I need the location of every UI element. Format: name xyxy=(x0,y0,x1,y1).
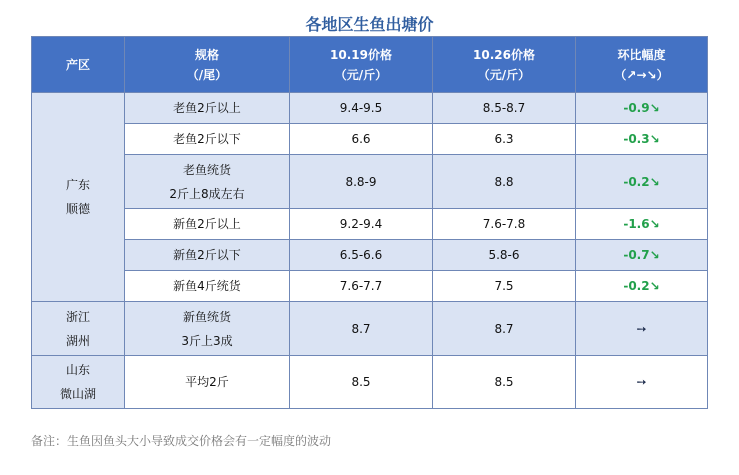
price-1019-cell: 9.4-9.5 xyxy=(290,93,433,124)
spec-cell: 新鱼2斤以上 xyxy=(125,209,290,240)
price-1019-cell: 9.2-9.4 xyxy=(290,209,433,240)
page-title: 各地区生鱼出塘价 xyxy=(305,15,434,34)
price-1019-cell: 8.7 xyxy=(290,302,433,356)
price-1026-cell: 8.7 xyxy=(433,302,576,356)
footnote: 备注：生鱼因鱼头大小导致成交价格会有一定幅度的波动 xyxy=(31,434,332,448)
price-1019-cell: 7.6-7.7 xyxy=(290,271,433,302)
price-1019-cell: 6.5-6.6 xyxy=(290,240,433,271)
table-row xyxy=(32,93,708,124)
spec-cell: 新鱼4斤统货 xyxy=(125,271,290,302)
region-cell-shandong: 山东 微山湖 xyxy=(32,356,125,409)
spec-cell: 新鱼2斤以下 xyxy=(125,240,290,271)
change-cell: -0.7↘ xyxy=(576,240,708,271)
price-table xyxy=(31,36,708,409)
table-row xyxy=(32,155,708,209)
price-1026-cell: 5.8-6 xyxy=(433,240,576,271)
region-cell-guangdong: 广东 顺德 xyxy=(32,93,125,302)
price-1019-cell: 8.5 xyxy=(290,356,433,409)
change-cell: ➙ xyxy=(576,356,708,409)
header-row xyxy=(32,37,708,93)
change-cell: -0.2↘ xyxy=(576,155,708,209)
table-row xyxy=(32,302,708,356)
price-1026-cell: 8.5 xyxy=(433,356,576,409)
spec-cell: 老鱼2斤以上 xyxy=(125,93,290,124)
header-region: 产区 xyxy=(32,37,125,93)
header-change: 环比幅度 （↗→↘） xyxy=(576,37,708,93)
region-cell-zhejiang: 浙江 湖州 xyxy=(32,302,125,356)
header-price-1026: 10.26价格 （元/斤） xyxy=(433,37,576,93)
table-row xyxy=(32,356,708,409)
price-1019-cell: 8.8-9 xyxy=(290,155,433,209)
change-cell: ➙ xyxy=(576,302,708,356)
table-row xyxy=(32,240,708,271)
price-1026-cell: 8.8 xyxy=(433,155,576,209)
spec-cell: 新鱼统货 3斤上3成 xyxy=(125,302,290,356)
spec-cell: 老鱼统货 2斤上8成左右 xyxy=(125,155,290,209)
table-row xyxy=(32,271,708,302)
table-row xyxy=(32,209,708,240)
price-1019-cell: 6.6 xyxy=(290,124,433,155)
spec-cell: 平均2斤 xyxy=(125,356,290,409)
change-cell: -0.9↘ xyxy=(576,93,708,124)
price-1026-cell: 7.6-7.8 xyxy=(433,209,576,240)
change-cell: -1.6↘ xyxy=(576,209,708,240)
change-cell: -0.2↘ xyxy=(576,271,708,302)
header-price-1019: 10.19价格 （元/斤） xyxy=(290,37,433,93)
spec-cell: 老鱼2斤以下 xyxy=(125,124,290,155)
price-1026-cell: 7.5 xyxy=(433,271,576,302)
change-cell: -0.3↘ xyxy=(576,124,708,155)
price-1026-cell: 6.3 xyxy=(433,124,576,155)
table-row xyxy=(32,124,708,155)
price-1026-cell: 8.5-8.7 xyxy=(433,93,576,124)
header-spec: 规格 （/尾） xyxy=(125,37,290,93)
